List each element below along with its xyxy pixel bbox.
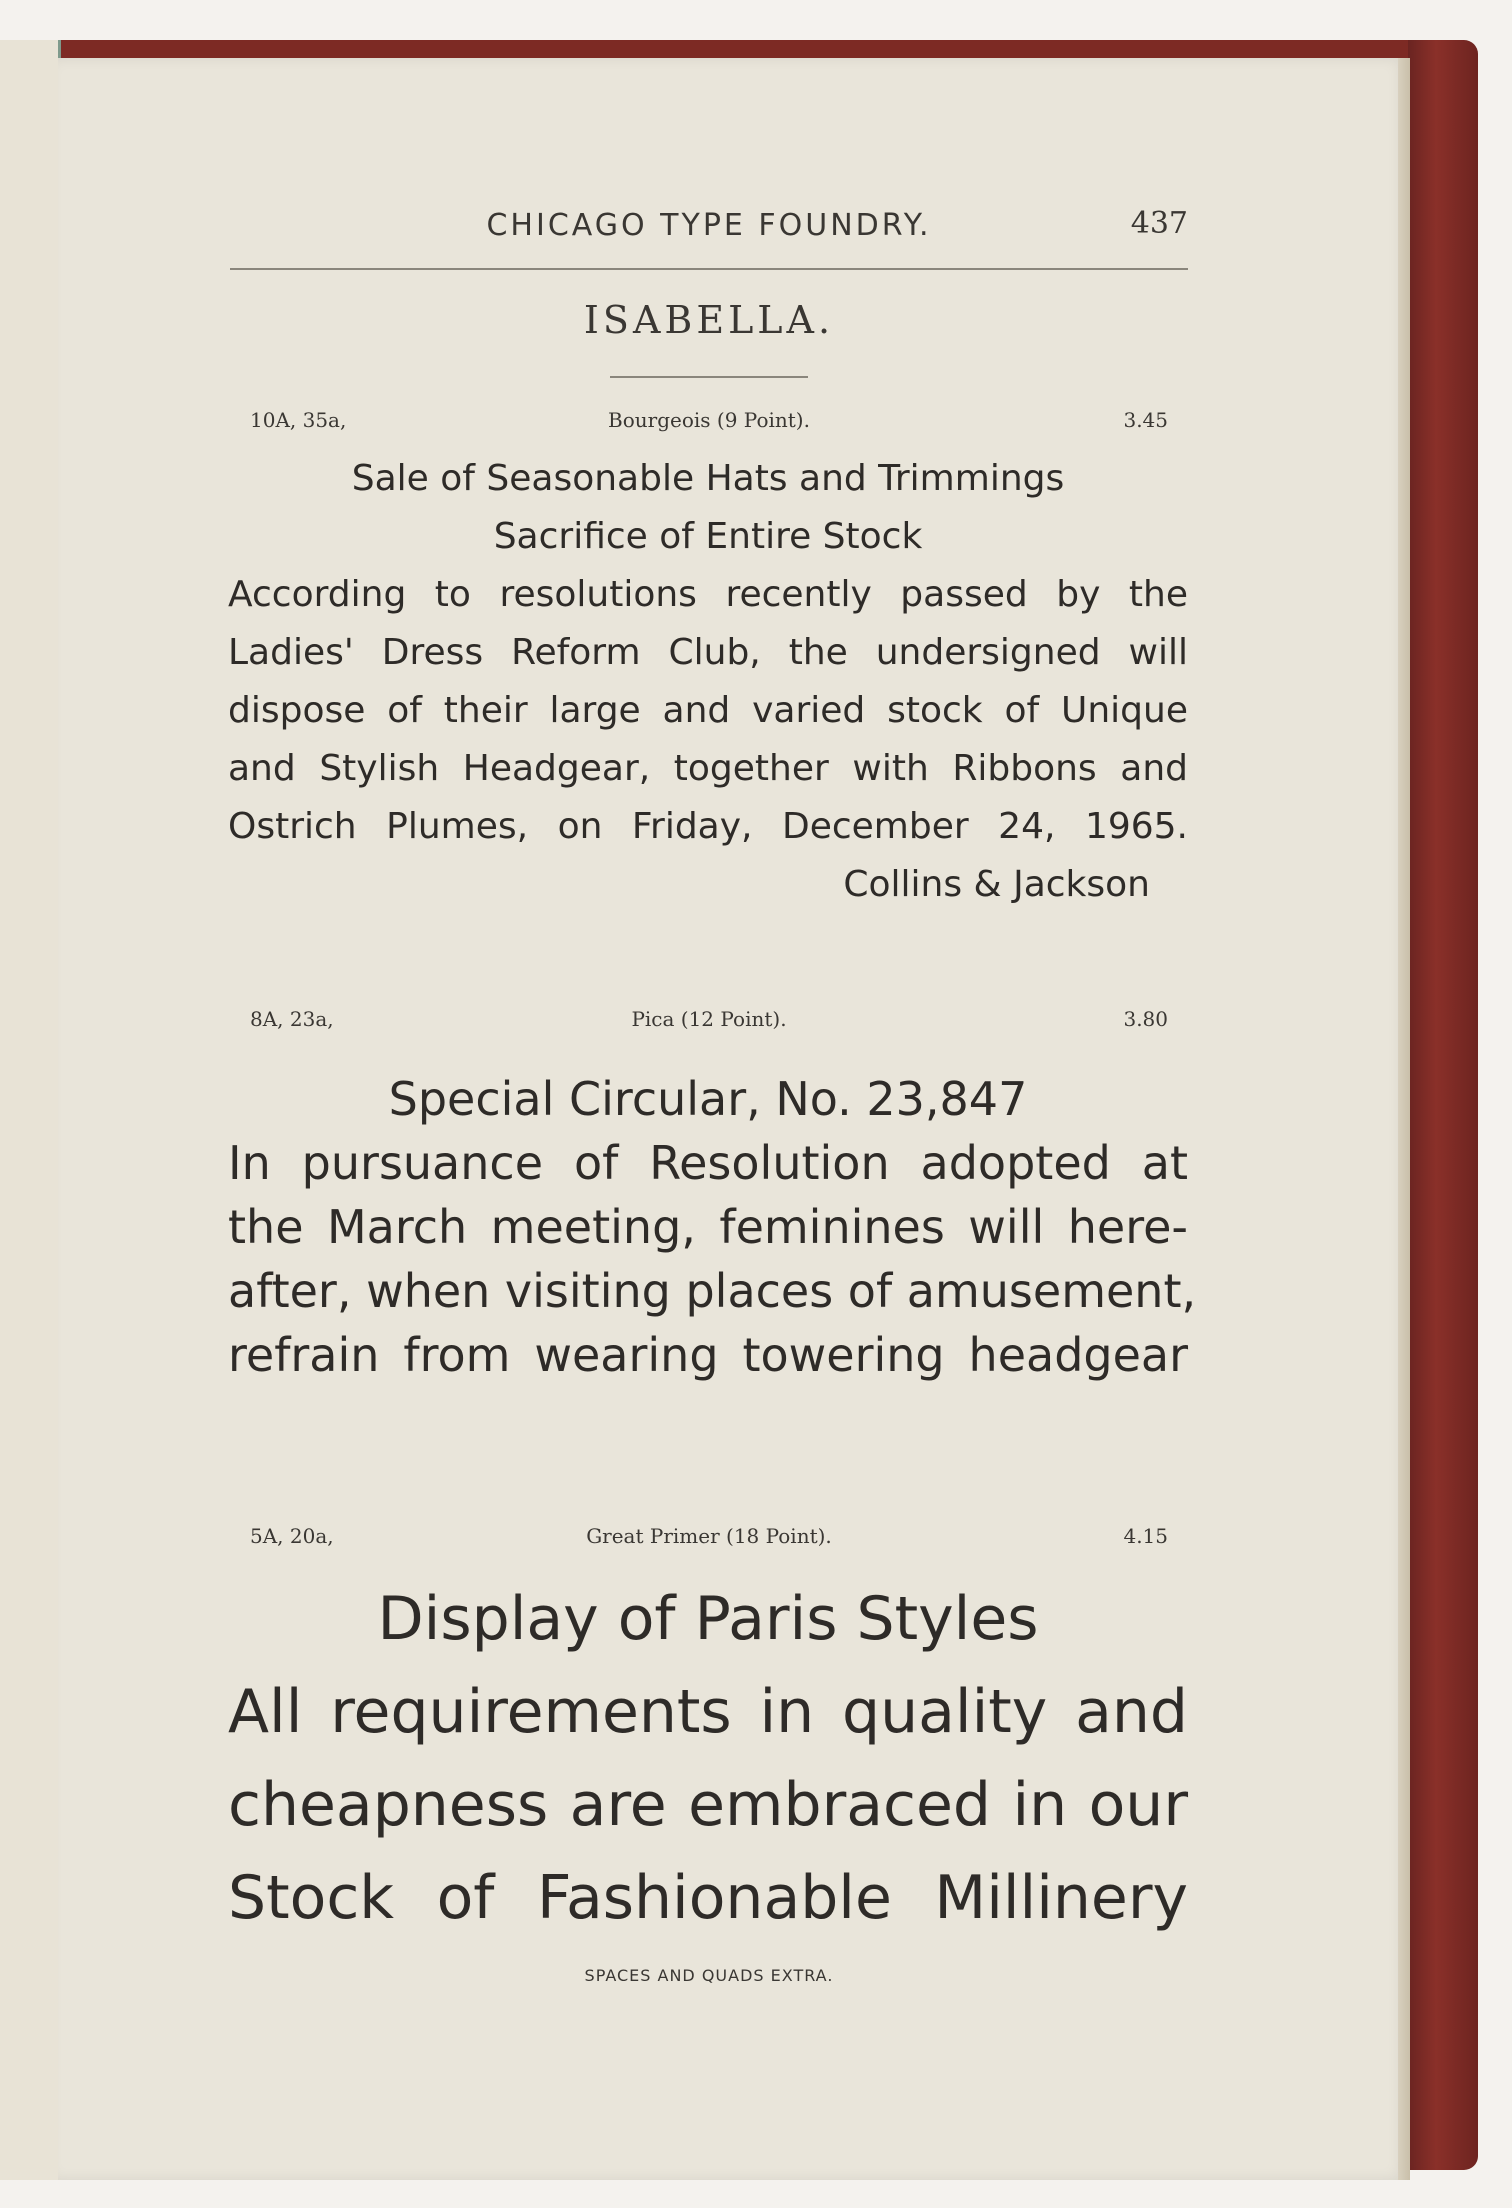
point-size: Great Primer (18 Point). (586, 1524, 832, 1548)
header-rule (230, 268, 1188, 270)
spec-line-3 (250, 1524, 1168, 1554)
specimen-line: According to resolutions recently passed by the (228, 574, 1188, 615)
specimen-line: after, when visiting places of amusement, (228, 1264, 1197, 1318)
point-size: Bourgeois (9 Point). (608, 408, 810, 432)
typeface-name: ISABELLA. (583, 298, 835, 342)
specimen-line: Special Circular, No. 23,847 (388, 1072, 1028, 1126)
point-size: Pica (12 Point). (631, 1007, 787, 1031)
specimen-line: Display of Paris Styles (377, 1584, 1039, 1654)
signature-line: Collins & Jackson (843, 864, 1150, 905)
running-head-title: CHICAGO TYPE FOUNDRY. (486, 208, 932, 243)
font-count: 8A, 23a, (250, 1007, 334, 1031)
specimen-great-primer (228, 1573, 1188, 1945)
font-count: 10A, 35a, (250, 408, 347, 432)
specimen-pica (228, 1067, 1197, 1387)
spec-line-2 (250, 1007, 1168, 1037)
price: 3.45 (1123, 408, 1168, 432)
font-count: 5A, 20a, (250, 1524, 334, 1548)
specimen-line: Sacrifice of Entire Stock (493, 516, 923, 557)
price: 4.15 (1123, 1524, 1168, 1548)
price: 3.80 (1123, 1007, 1168, 1031)
specimen-line: All requirements in quality and (228, 1677, 1188, 1747)
specimen-line: Stock of Fashionable Millinery (228, 1863, 1188, 1933)
title-rule (610, 376, 808, 378)
specimen-line: the March meeting, feminines will here- (228, 1200, 1188, 1254)
running-head (230, 208, 1188, 252)
specimen-line: Ostrich Plumes, on Friday, December 24, 1965. (228, 806, 1188, 847)
specimen-line: and Stylish Headgear, together with Ribbons and (228, 748, 1188, 789)
specimen-bourgeois (228, 450, 1188, 914)
specimen-line: cheapness are embraced in our (228, 1770, 1188, 1840)
specimen-line: In pursuance of Resolution adopted at (228, 1136, 1188, 1190)
specimen-line: dispose of their large and varied stock of Unique (228, 690, 1188, 731)
footer-note: SPACES AND QUADS EXTRA. (584, 1966, 834, 1985)
page-number: 437 (1130, 206, 1188, 241)
specimen-line: Ladies' Dress Reform Club, the undersigned will (228, 632, 1188, 673)
spec-line-1 (250, 408, 1168, 438)
specimen-line: refrain from wearing towering headgear (228, 1328, 1188, 1382)
specimen-line: Sale of Seasonable Hats and Trimmings (351, 458, 1065, 499)
